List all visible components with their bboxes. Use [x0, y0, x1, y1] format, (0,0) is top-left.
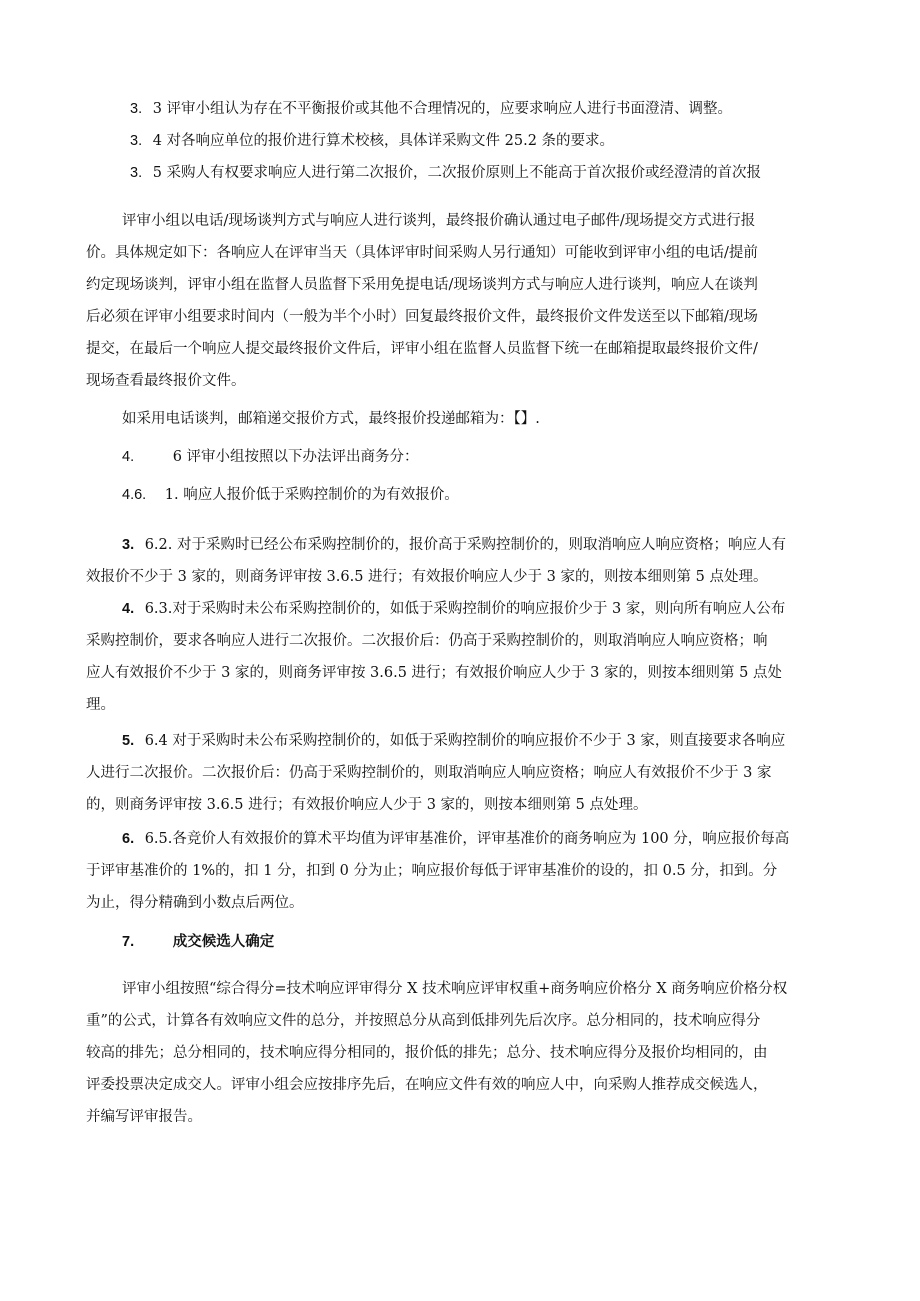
section-title: 成交候选人确定 [172, 933, 275, 950]
item-text: 5 采购人有权要求响应人进行第二次报价，二次报价原则上不能高于首次报价或经澄清的首次报 [152, 165, 762, 181]
item-number: 6. [122, 831, 135, 847]
list-item [130, 96, 878, 123]
paragraph-line: 的，则商务评审按 3.6.5 进行；有效报价响应人少于 3 家的，则按本细则第 5 点处理。 [86, 797, 648, 813]
paragraph-line: 评审小组按照“综合得分=技术响应评审得分 X 技术响应评审权重+商务响应价格分 X 商务响应价格分权 [122, 981, 788, 997]
section-heading [122, 928, 870, 956]
list-item [122, 728, 870, 755]
item-text: 6.3.对于采购时未公布采购控制价的，如低于采购控制价的响应报价少于 3 家，则向所有响应人公布 [144, 601, 786, 617]
list-item [122, 532, 870, 559]
paragraph-line: 人进行二次报价。二次报价后：仍高于采购控制价的，则取消响应人响应资格；响应人有效报价不少于 3 家 [86, 765, 772, 781]
paragraph-line: 提交，在最后一个响应人提交最终报价文件后，评审小组在监督人员监督下统一在邮箱提取最终报价文件/ [86, 341, 758, 357]
paragraph-line: 效报价不少于 3 家的，则商务评审按 3.6.5 进行；有效报价响应人少于 3 家的，则按本细则第 5 点处理。 [86, 569, 768, 585]
item-number: 4. [122, 449, 135, 465]
section-number: 7. [122, 934, 135, 950]
item-number: 4. [122, 601, 135, 617]
paragraph-line: 并编写评审报告。 [86, 1109, 202, 1125]
item-text: 3 评审小组认为存在不平衡报价或其他不合理情况的，应要求响应人进行书面澄清、调整。 [152, 101, 733, 117]
paragraph-line: 约定现场谈判，评审小组在监督人员监督下采用免提电话/现场谈判方式与响应人进行谈判，响应人在谈判 [86, 277, 758, 293]
item-number: 5. [122, 733, 135, 749]
item-number: 3. [130, 101, 143, 117]
paragraph-line: 价。具体规定如下：各响应人在评审当天（具体评审时间采购人另行通知）可能收到评审小组的电话/提前 [86, 245, 758, 261]
item-text: 6.4 对于采购时未公布采购控制价的，如低于采购控制价的响应报价不少于 3 家，则直接要求各响应 [144, 733, 786, 749]
paragraph-line: 评审小组以电话/现场谈判方式与响应人进行谈判，最终报价确认通过电子邮件/现场提交方式进行报 [122, 213, 756, 229]
item-number: 4.6. [122, 487, 147, 503]
item-text: 6 评审小组按照以下办法评出商务分： [172, 449, 419, 465]
list-item [122, 482, 870, 509]
list-item [122, 826, 870, 853]
paragraph-line: 评委投票决定成交人。评审小组会应按排序先后，在响应文件有效的响应人中，向采购人推荐成交候选人， [86, 1077, 768, 1093]
paragraph-line: 理。 [86, 697, 115, 713]
paragraph-line: 为止，得分精确到小数点后两位。 [86, 895, 304, 911]
item-text: 6.5.各竞价人有效报价的算术平均值为评审基准价，评审基准价的商务响应为 100 分，响应报价每高 [144, 831, 790, 847]
item-number: 3. [130, 133, 143, 149]
paragraph-line: 于评审基准价的 1%的，扣 1 分，扣到 0 分为止；响应报价每低于评审基准价的设的，扣 0.5 分，扣到。分 [86, 863, 778, 879]
list-item [130, 160, 878, 187]
list-item [130, 128, 878, 155]
email-line: 如采用电话谈判，邮箱递交报价方式，最终报价投递邮箱为：【】. [122, 411, 540, 427]
list-item [122, 596, 870, 623]
paragraph-line: 较高的排先；总分相同的，技术响应得分相同的，报价低的排先；总分、技术响应得分及报价均相同的，由 [86, 1045, 768, 1061]
paragraph-line: 现场查看最终报价文件。 [86, 373, 246, 389]
item-text: 6.2. 对于采购时已经公布采购控制价的，报价高于采购控制价的，则取消响应人响应资格；响应人有 [144, 537, 786, 553]
paragraph-line: 重”的公式，计算各有效响应文件的总分，并按照总分从高到低排列先后次序。总分相同的，技术响应得分 [86, 1013, 761, 1029]
item-number: 3. [130, 165, 143, 181]
item-number: 3. [122, 537, 135, 553]
paragraph-line: 后必须在评审小组要求时间内（一般为半个小时）回复最终报价文件，最终报价文件发送至以下邮箱/现场 [86, 309, 758, 325]
item-text: 1. 响应人报价低于采购控制价的为有效报价。 [164, 487, 459, 503]
list-item [122, 444, 870, 471]
item-text: 4 对各响应单位的报价进行算术校核，具体详采购文件 25.2 条的要求。 [152, 133, 615, 149]
paragraph-line: 采购控制价，要求各响应人进行二次报价。二次报价后：仍高于采购控制价的，则取消响应人响应资格；响 [86, 633, 768, 649]
paragraph-line: 应人有效报价不少于 3 家的，则商务评审按 3.6.5 进行；有效报价响应人少于 3 家的，则按本细则第 5 点处 [86, 665, 782, 681]
